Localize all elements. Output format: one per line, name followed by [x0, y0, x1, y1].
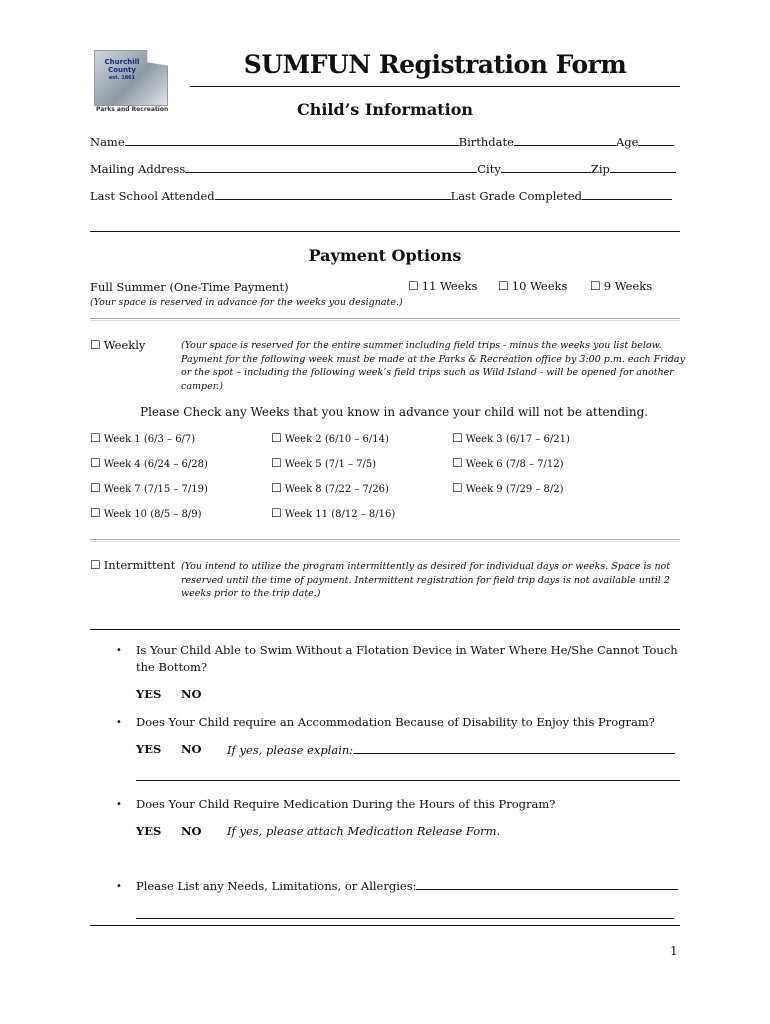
swim-yes[interactable]: YES	[136, 687, 162, 701]
medication-question: Does Your Child Require Medication During the Hours of this Program?	[136, 797, 556, 811]
bullet-icon: •	[116, 645, 122, 656]
bullet-icon: •	[116, 799, 122, 810]
week-11-checkbox[interactable]: ☐ Week 11 (8/12 – 8/16)	[271, 506, 396, 520]
bullet-icon: •	[116, 717, 122, 728]
week-1-checkbox[interactable]: ☐ Week 1 (6/3 – 6/7)	[90, 431, 196, 445]
needs-field[interactable]	[416, 878, 678, 890]
explain-field-line-2[interactable]	[136, 780, 680, 781]
child-info-heading: Child’s Information	[296, 100, 474, 119]
mailing-address-field[interactable]	[185, 161, 477, 173]
checkbox-icon[interactable]: ☐	[408, 279, 419, 293]
checkbox-icon[interactable]: ☐	[90, 481, 101, 495]
title-underline	[190, 86, 680, 87]
needs-row: Please List any Needs, Limitations, or Allergies:	[136, 878, 678, 893]
accommodation-no[interactable]: NO	[181, 742, 202, 756]
checkbox-icon[interactable]: ☐	[90, 338, 101, 352]
swim-question: Is Your Child Able to Swim Without a Flotation Device in Water Where He/She Cannot Touch the Bottom?	[136, 643, 678, 674]
checkbox-icon[interactable]: ☐	[271, 481, 282, 495]
last-school-field[interactable]	[215, 188, 451, 200]
weekly-option[interactable]: ☐ Weekly	[90, 338, 146, 352]
option-10-weeks[interactable]: ☐ 10 Weeks	[498, 279, 568, 293]
zip-field[interactable]	[610, 161, 676, 173]
option-11-weeks[interactable]: ☐ 11 Weeks	[408, 279, 478, 293]
page-title: SUMFUN Registration Form	[243, 50, 627, 79]
checkbox-icon[interactable]: ☐	[271, 456, 282, 470]
section-divider	[90, 629, 680, 630]
page-number: 1	[670, 944, 678, 958]
logo-caption: Parks and Recreation	[96, 106, 169, 113]
payment-options-heading: Payment Options	[308, 246, 462, 265]
week-4-checkbox[interactable]: ☐ Week 4 (6/24 – 6/28)	[90, 456, 208, 470]
checkbox-icon[interactable]: ☐	[90, 558, 101, 572]
explain-row: If yes, please explain:	[227, 742, 675, 757]
checkbox-icon[interactable]: ☐	[90, 431, 101, 445]
option-9-weeks[interactable]: ☐ 9 Weeks	[590, 279, 653, 293]
week-7-checkbox[interactable]: ☐ Week 7 (7/15 – 7/19)	[90, 481, 208, 495]
name-field[interactable]	[125, 134, 459, 146]
age-field[interactable]	[638, 134, 674, 146]
checkbox-icon[interactable]: ☐	[90, 456, 101, 470]
checkbox-icon[interactable]: ☐	[271, 431, 282, 445]
checkbox-icon[interactable]: ☐	[452, 481, 463, 495]
week-10-checkbox[interactable]: ☐ Week 10 (8/5 – 8/9)	[90, 506, 202, 520]
week-2-checkbox[interactable]: ☐ Week 2 (6/10 – 6/14)	[271, 431, 389, 445]
divider	[90, 539, 680, 542]
checkbox-icon[interactable]: ☐	[90, 506, 101, 520]
medication-attach-note: If yes, please attach Medication Release Form.	[227, 824, 501, 838]
medication-no[interactable]: NO	[181, 824, 202, 838]
week-8-checkbox[interactable]: ☐ Week 8 (7/22 – 7/26)	[271, 481, 389, 495]
week-5-checkbox[interactable]: ☐ Week 5 (7/1 – 7/5)	[271, 456, 377, 470]
last-grade-field[interactable]	[582, 188, 672, 200]
address-row: Mailing Address City Zip	[90, 161, 676, 176]
checkbox-icon[interactable]: ☐	[590, 279, 601, 293]
checkbox-icon[interactable]: ☐	[452, 431, 463, 445]
school-row: Last School Attended Last Grade Completed	[90, 188, 672, 203]
accommodation-yes[interactable]: YES	[136, 742, 162, 756]
explain-field[interactable]	[353, 742, 675, 754]
name-row: Name Birthdate Age	[90, 134, 674, 149]
divider	[90, 318, 680, 321]
week-3-checkbox[interactable]: ☐ Week 3 (6/17 – 6/21)	[452, 431, 570, 445]
checkbox-icon[interactable]: ☐	[271, 506, 282, 520]
week-9-checkbox[interactable]: ☐ Week 9 (7/29 – 8/2)	[452, 481, 564, 495]
accommodation-question: Does Your Child require an Accommodation Because of Disability to Enjoy this Program?	[136, 715, 655, 729]
full-summer-note: (Your space is reserved in advance for the weeks you designate.)	[90, 297, 403, 308]
swim-no[interactable]: NO	[181, 687, 202, 701]
needs-field-line-2[interactable]	[136, 918, 674, 919]
medication-yes[interactable]: YES	[136, 824, 162, 838]
bottom-divider	[90, 925, 680, 926]
intermittent-option[interactable]: ☐ Intermittent	[90, 558, 176, 572]
logo-text: Churchill County est. 1861	[104, 58, 140, 81]
checkbox-icon[interactable]: ☐	[452, 456, 463, 470]
full-summer-label: Full Summer (One-Time Payment)	[90, 280, 289, 294]
week-6-checkbox[interactable]: ☐ Week 6 (7/8 – 7/12)	[452, 456, 564, 470]
section-divider	[90, 231, 680, 232]
city-field[interactable]	[501, 161, 591, 173]
check-weeks-instruction: Please Check any Weeks that you know in advance your child will not be attending.	[140, 405, 649, 419]
bullet-icon: •	[116, 881, 122, 892]
intermittent-note: (You intend to utilize the program intermittently as desired for individual days or weeks. Space is not reserved until the time of payment. Intermittent registration for field trip days is not available until 2 weeks prior to the trip date.)	[181, 561, 671, 599]
birthdate-field[interactable]	[514, 134, 616, 146]
weekly-note: (Your space is reserved for the entire summer including field trips - minus the weeks you list below. Payment for the following week must be made at the Parks & Recreation office by 3:00 p.m. each Friday or the spot – including the following week’s field trips such as Wild Island - will be opened for another camper.)	[181, 340, 685, 392]
checkbox-icon[interactable]: ☐	[498, 279, 509, 293]
